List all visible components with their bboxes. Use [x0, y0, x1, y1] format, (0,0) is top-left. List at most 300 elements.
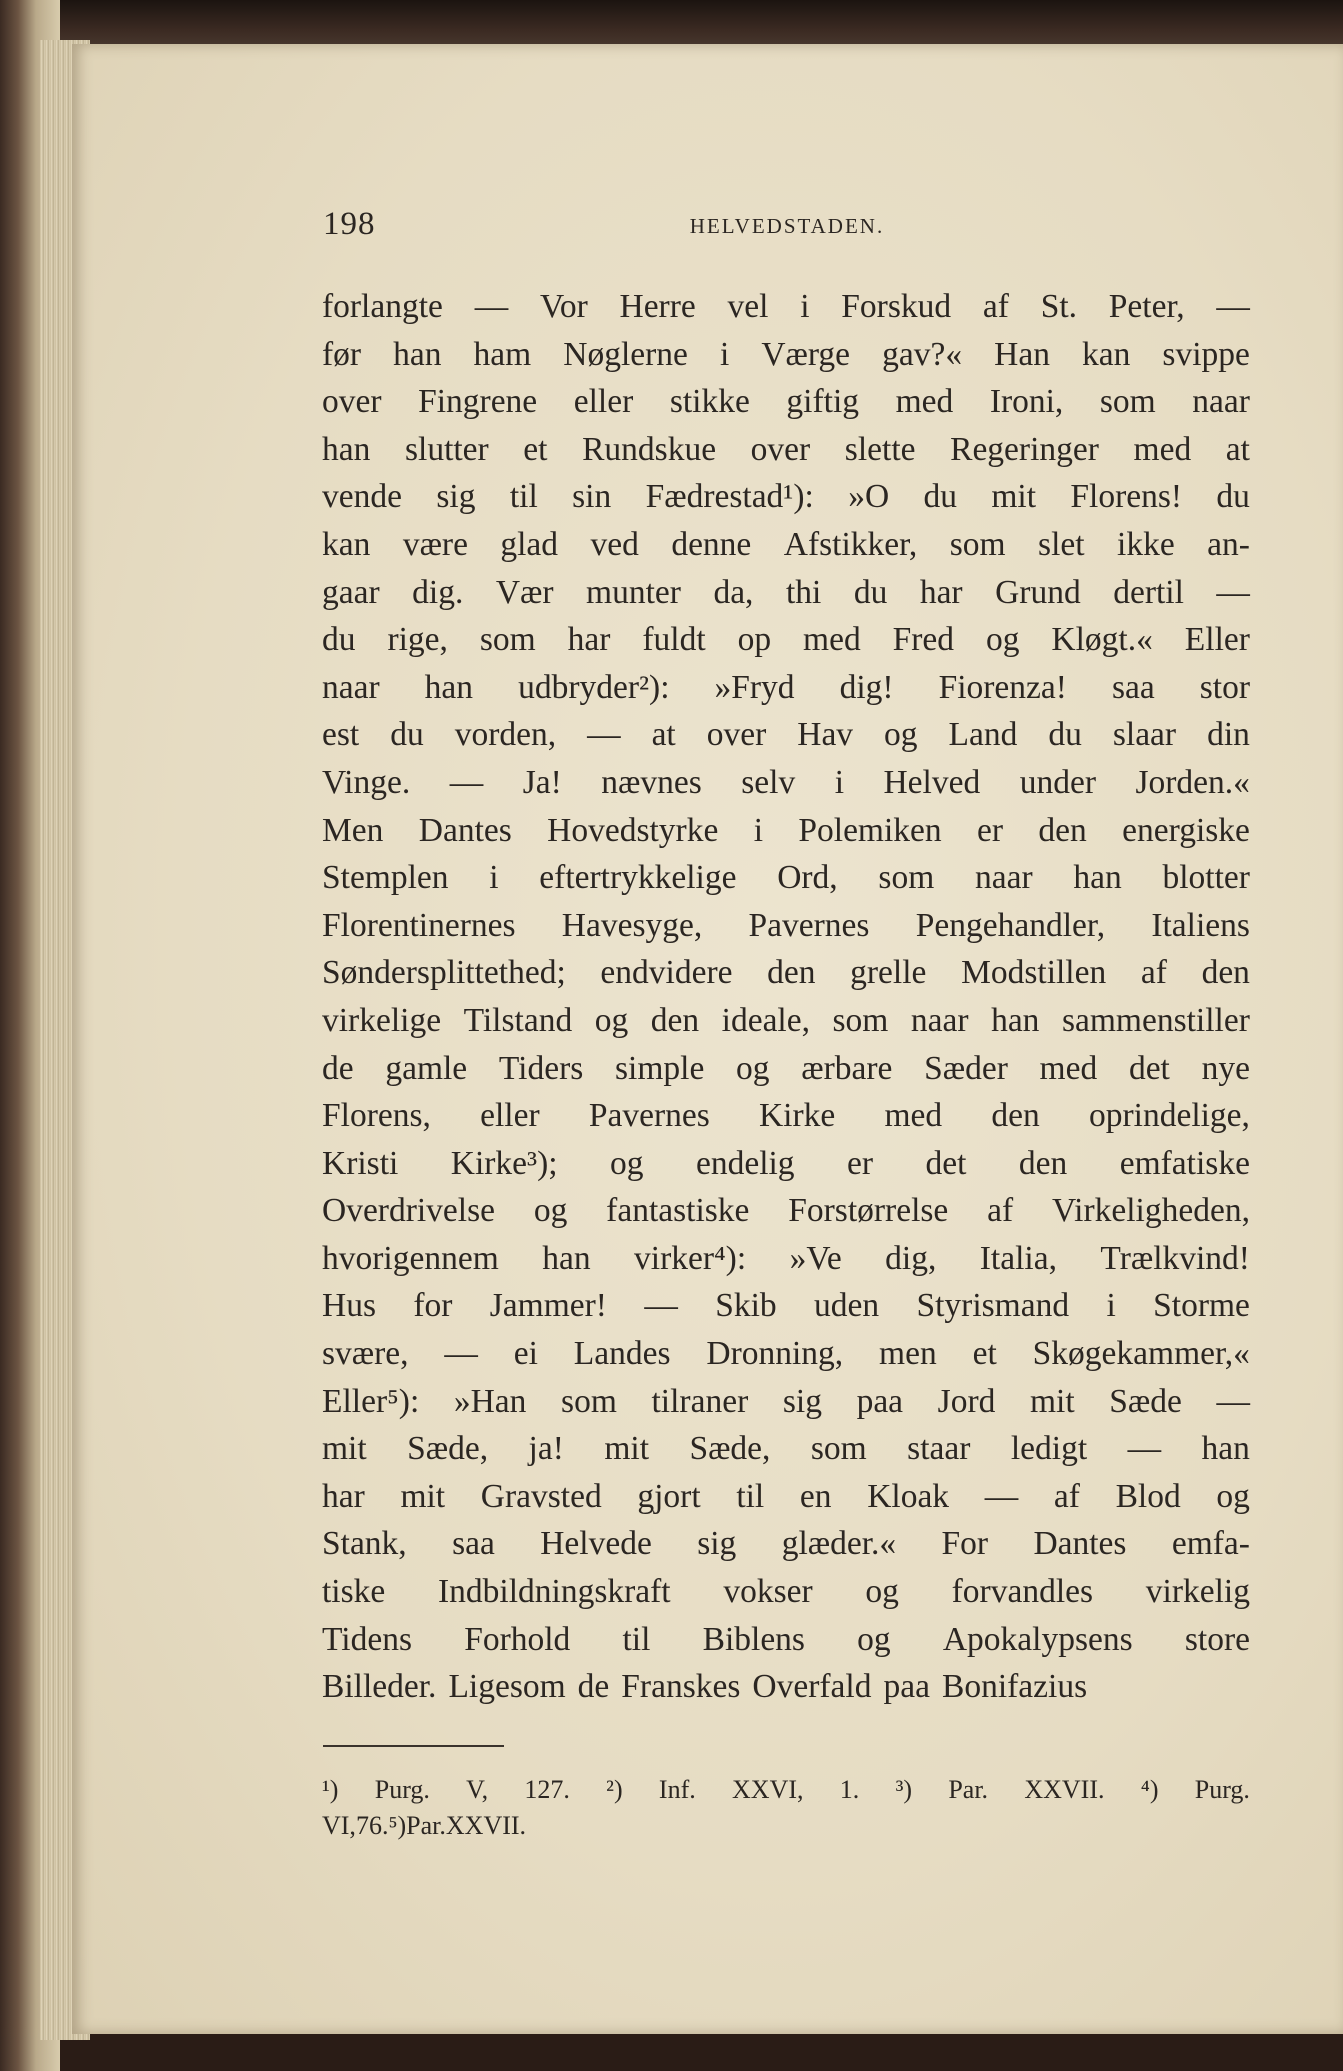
word: denne — [671, 525, 752, 563]
word: eller — [573, 383, 634, 421]
word: svippe — [1162, 335, 1250, 373]
word: gamle — [385, 1049, 468, 1087]
word: den — [1018, 1144, 1068, 1182]
word: til — [736, 1477, 765, 1515]
word: VI, — [322, 1811, 356, 1840]
word: Eller — [1184, 621, 1250, 659]
word: paa — [883, 1668, 930, 1706]
word: endelig — [695, 1144, 795, 1182]
word: Gravsted — [480, 1477, 602, 1515]
word: Søndersplittethed; — [322, 954, 566, 992]
word: naar — [974, 859, 1033, 897]
body-text-line — [322, 1520, 1250, 1568]
word: Herre — [619, 288, 696, 325]
word: Ord, — [777, 859, 838, 897]
word: Tiders — [498, 1049, 584, 1087]
word: Sæde — [1109, 1382, 1182, 1420]
word: den — [1038, 811, 1087, 849]
word: Florens, — [322, 1097, 431, 1135]
word: nævnes — [601, 763, 702, 801]
word: Fædrestad¹): — [645, 478, 814, 516]
word: dertil — [1113, 573, 1184, 611]
word: stikke — [669, 383, 750, 421]
word: Fingrene — [418, 383, 538, 421]
word: i — [753, 811, 764, 849]
word: For — [941, 1525, 989, 1563]
word: Eller⁵): — [322, 1382, 420, 1420]
word: ja! — [528, 1430, 564, 1468]
word: sig — [697, 1525, 737, 1563]
word: gaar — [322, 573, 380, 611]
word: mit — [400, 1477, 446, 1515]
word: som — [810, 1430, 867, 1468]
word: ham — [473, 335, 532, 373]
word: Hus — [322, 1287, 376, 1325]
word: til — [509, 478, 538, 516]
word: mit — [604, 1430, 650, 1468]
word: Dantes — [1033, 1525, 1127, 1563]
word: Helvede — [540, 1525, 652, 1563]
word: den — [767, 954, 816, 992]
word: for — [413, 1287, 453, 1325]
book-binding-top — [0, 0, 1343, 50]
word: Havesyge, — [561, 906, 703, 944]
word: Regeringer — [950, 430, 1099, 468]
word: han — [424, 668, 474, 706]
body-text-line — [322, 1187, 1250, 1235]
word: an- — [1207, 525, 1250, 563]
word: en — [799, 1477, 832, 1515]
word: i — [834, 763, 844, 801]
word: Dronning, — [706, 1335, 844, 1373]
word: Pengehandler, — [915, 906, 1106, 944]
word: med — [895, 383, 954, 421]
word: af — [1140, 954, 1167, 992]
word: og — [1216, 1477, 1250, 1515]
word: og — [857, 1620, 891, 1658]
word: store — [1184, 1620, 1250, 1658]
word: — — [587, 716, 621, 754]
word: Bonifazius — [941, 1668, 1088, 1706]
word: ledigt — [1010, 1430, 1088, 1468]
word: vorden, — [454, 716, 557, 754]
body-text-line — [322, 1568, 1250, 1616]
word: XXVII. — [445, 1811, 527, 1840]
body-text-line — [322, 902, 1250, 950]
word: rige, — [387, 621, 448, 659]
word: XXVII. — [1024, 1775, 1105, 1804]
word: ved — [590, 525, 639, 563]
word: din — [1207, 716, 1250, 754]
word: over — [750, 430, 811, 468]
word: af — [987, 1192, 1014, 1230]
word: sig — [436, 478, 476, 516]
word: hvorigennem — [322, 1239, 499, 1277]
word: og — [865, 1573, 899, 1611]
word: Overfald — [752, 1668, 872, 1706]
word: i — [489, 859, 499, 897]
word: gav?« — [882, 335, 963, 373]
word: Stank, — [322, 1525, 407, 1563]
body-text-line — [322, 1616, 1250, 1664]
word: et — [972, 1335, 997, 1373]
word: ei — [513, 1335, 538, 1373]
word: ¹) — [322, 1775, 339, 1804]
word: du — [322, 621, 356, 659]
word: Trælkvind! — [1100, 1239, 1250, 1277]
word: du — [1216, 478, 1250, 516]
word: har — [567, 621, 611, 659]
running-head — [323, 206, 1251, 246]
word: endvidere — [600, 954, 733, 992]
word: Forhold — [464, 1620, 571, 1658]
footnote-rule — [323, 1745, 504, 1747]
word: Ironi, — [989, 383, 1064, 421]
word: med — [803, 621, 861, 659]
word: gjort — [637, 1477, 701, 1515]
word: kan — [1082, 335, 1131, 373]
word: — — [644, 1287, 678, 1325]
word: 76. — [355, 1811, 389, 1840]
word: »Fryd — [714, 668, 795, 706]
body-text-line — [322, 1045, 1250, 1093]
word: mit — [991, 478, 1037, 516]
word: mit — [1029, 1382, 1075, 1420]
word: Han — [994, 335, 1050, 373]
word: Fiorenza! — [938, 668, 1067, 706]
word: du — [853, 573, 888, 611]
word: Kløgt.« — [1051, 621, 1153, 659]
word: tilraner — [651, 1382, 749, 1420]
word: af — [1053, 1477, 1080, 1515]
word: stor — [1199, 668, 1250, 706]
word: er — [847, 1144, 874, 1182]
word: eller — [480, 1097, 540, 1135]
word: Florentinernes — [322, 906, 516, 944]
word: være — [402, 525, 468, 563]
word: slet — [1038, 525, 1085, 563]
word: Kirke — [758, 1097, 836, 1135]
word: Land — [948, 716, 1018, 754]
word: Italia, — [979, 1239, 1057, 1277]
word: Rundskue — [582, 430, 717, 468]
word: 1. — [839, 1775, 860, 1804]
word: sammenstiller — [1061, 1001, 1250, 1039]
word: Forskud — [841, 288, 952, 325]
word: Tidens — [322, 1620, 412, 1658]
footnote-line — [322, 1772, 1250, 1808]
body-text-line — [322, 378, 1250, 426]
word: Pavernes — [748, 906, 870, 944]
word: glæder.« — [781, 1525, 897, 1563]
word: giftig — [786, 383, 859, 421]
word: glad — [500, 525, 559, 563]
word: St. — [1040, 288, 1078, 325]
word: Vær — [495, 573, 554, 611]
word: Virkeligheden, — [1051, 1192, 1250, 1230]
word: slutter — [404, 430, 489, 468]
word: slette — [844, 430, 916, 468]
word: munter — [586, 573, 681, 611]
word: under — [1019, 763, 1096, 801]
word: Dantes — [418, 811, 512, 849]
word: de — [322, 1049, 354, 1087]
word: ³) — [895, 1775, 913, 1804]
word: simple — [615, 1049, 705, 1087]
word: — — [1127, 1430, 1162, 1468]
word: den — [1201, 954, 1250, 992]
running-title: HELVEDSTADEN. — [689, 214, 885, 238]
word: Hav — [797, 716, 854, 754]
body-text-line — [322, 521, 1250, 569]
word: Kloak — [867, 1477, 950, 1515]
body-text-line — [322, 711, 1250, 759]
word: han — [1201, 1430, 1250, 1468]
word: Sæder — [924, 1049, 1008, 1087]
word: at — [1225, 430, 1250, 468]
word: som — [1099, 383, 1156, 421]
word: men — [879, 1335, 937, 1373]
word: Landes — [573, 1335, 671, 1373]
body-text-line — [322, 1330, 1250, 1378]
word: selv — [741, 763, 796, 801]
word: virker⁴): — [634, 1239, 747, 1277]
word: Billeder. — [322, 1668, 437, 1706]
word: virkelige — [322, 1001, 442, 1039]
body-text-line — [322, 1378, 1250, 1426]
word: et — [523, 430, 548, 468]
word: Men — [322, 811, 384, 849]
word: Storme — [1153, 1287, 1250, 1325]
word: og — [884, 716, 918, 754]
word: — — [1216, 1382, 1250, 1420]
word: tiske — [322, 1573, 386, 1611]
word: Hovedstyrke — [547, 811, 719, 849]
word: slaar — [1112, 716, 1177, 754]
word: det — [925, 1144, 967, 1182]
word: blotter — [1162, 859, 1250, 897]
word: den — [991, 1097, 1040, 1135]
word: Inf. — [658, 1775, 696, 1804]
word: Italiens — [1151, 906, 1250, 944]
word: Vinge. — [322, 763, 411, 801]
word: sig — [782, 1382, 822, 1420]
body-text-line — [322, 1473, 1250, 1521]
body-text-line — [322, 1425, 1250, 1473]
word: mit — [322, 1430, 367, 1468]
word: Stemplen — [322, 859, 449, 897]
word: — — [474, 288, 509, 325]
body-text-line — [322, 807, 1250, 855]
word: XXVI, — [732, 1775, 804, 1804]
word: han — [322, 430, 371, 468]
word: Florens! — [1070, 478, 1183, 516]
word: Kirke³); — [450, 1144, 558, 1182]
word: Modstillen — [961, 954, 1107, 992]
body-text-line — [322, 997, 1250, 1045]
word: naar — [322, 668, 380, 706]
word: — — [1216, 573, 1250, 611]
word: dig. — [412, 573, 464, 611]
word: med — [884, 1097, 943, 1135]
word: Franskes — [621, 1668, 741, 1706]
word: naar — [910, 1001, 969, 1039]
body-text-line — [322, 1663, 1250, 1711]
word: Ja! — [522, 763, 562, 801]
page-number: 198 — [323, 206, 376, 242]
word: i — [1106, 1287, 1116, 1325]
word: Blod — [1115, 1477, 1181, 1515]
word: fuldt — [642, 621, 706, 659]
body-text-line — [322, 1235, 1250, 1283]
word: ideale, — [721, 1001, 810, 1039]
word: som — [561, 1382, 617, 1420]
word: Fred — [892, 621, 955, 659]
word: Jorden.« — [1135, 763, 1250, 801]
word: Polemiken — [798, 811, 942, 849]
word: energiske — [1122, 811, 1250, 849]
word: er — [977, 811, 1004, 849]
footnotes — [322, 1772, 1250, 1844]
word: som — [878, 859, 935, 897]
word: Helved — [883, 763, 981, 801]
word: du — [923, 478, 957, 516]
word: Jammer! — [489, 1287, 607, 1325]
word: Peter, — [1108, 288, 1185, 325]
word: Purg. — [1194, 1775, 1250, 1804]
word: som — [479, 621, 536, 659]
word: han — [542, 1239, 591, 1277]
word: ⁴) — [1140, 1775, 1159, 1804]
word: svære, — [322, 1335, 409, 1373]
word: Styrismand — [916, 1287, 1070, 1325]
word: da, — [713, 573, 754, 611]
word: Skib — [715, 1287, 777, 1325]
word: — — [1216, 288, 1250, 325]
word: udbryder²): — [518, 668, 670, 706]
word: har — [322, 1477, 365, 1515]
word: fantastiske — [606, 1192, 750, 1230]
word: — — [444, 1335, 478, 1373]
word: Kristi — [322, 1144, 399, 1182]
word: paa — [856, 1382, 904, 1420]
word: forvandles — [951, 1573, 1094, 1611]
word: emfatiske — [1119, 1144, 1250, 1182]
word: Værge — [761, 335, 851, 373]
word: over — [706, 716, 767, 754]
word: oprindelige, — [1088, 1097, 1250, 1135]
word: Par. — [406, 1811, 446, 1840]
word: nye — [1201, 1049, 1250, 1087]
word: virkelig — [1145, 1573, 1250, 1611]
word: vende — [322, 478, 402, 516]
word: de — [577, 1668, 610, 1706]
body-text — [322, 283, 1250, 1711]
body-text-line — [322, 616, 1250, 664]
word: i — [719, 335, 730, 373]
word: du — [1048, 716, 1082, 754]
word: Jord — [937, 1382, 996, 1420]
word: at — [651, 716, 676, 754]
word: dig, — [885, 1239, 937, 1277]
word: du — [390, 716, 424, 754]
word: han — [1073, 859, 1122, 897]
word: med — [1133, 430, 1192, 468]
word: staar — [907, 1430, 971, 1468]
body-text-line — [322, 1140, 1250, 1188]
word: og — [985, 621, 1020, 659]
word: naar — [1192, 383, 1250, 421]
body-text-line — [322, 1092, 1250, 1140]
word: kan — [322, 525, 371, 563]
word: har — [919, 573, 963, 611]
word: Ligesom — [448, 1668, 566, 1706]
word: Purg. — [374, 1775, 430, 1804]
word: ærbare — [801, 1049, 893, 1087]
body-text-line — [322, 949, 1250, 997]
word: og — [533, 1192, 568, 1230]
word: thi — [785, 573, 822, 611]
body-text-line — [322, 283, 1250, 331]
body-text-line — [322, 569, 1250, 617]
word: og — [594, 1001, 629, 1039]
word: saa — [452, 1525, 495, 1563]
word: Forstørrelse — [788, 1192, 949, 1230]
footnote-line — [322, 1808, 1250, 1844]
word: han — [991, 1001, 1040, 1039]
word: Indbildningskraft — [438, 1573, 671, 1611]
word: Sæde, — [407, 1430, 489, 1468]
word: ²) — [606, 1775, 623, 1804]
word: før — [322, 335, 362, 373]
word: Sæde, — [689, 1430, 771, 1468]
word: den — [650, 1001, 700, 1039]
word: til — [622, 1620, 651, 1658]
word: ⁵) — [388, 1811, 407, 1840]
word: og — [736, 1049, 770, 1087]
word: saa — [1111, 668, 1155, 706]
word: 127. — [524, 1775, 570, 1804]
word: Nøglerne — [563, 335, 688, 373]
body-text-line — [322, 473, 1250, 521]
word: sin — [572, 478, 612, 516]
word: V, — [466, 1775, 489, 1804]
word: Overdrivelse — [322, 1192, 496, 1230]
body-text-line — [322, 664, 1250, 712]
word: ikke — [1117, 525, 1175, 563]
word: Pavernes — [588, 1097, 710, 1135]
word: emfa- — [1171, 1525, 1250, 1563]
word: vokser — [723, 1573, 813, 1611]
body-text-line — [322, 854, 1250, 902]
word: eftertrykkelige — [539, 859, 737, 897]
word: »Ve — [789, 1239, 842, 1277]
word: Apokalypsens — [942, 1620, 1133, 1658]
word: det — [1128, 1049, 1170, 1087]
body-text-line — [322, 1282, 1250, 1330]
word: i — [800, 288, 810, 325]
word: Grund — [995, 573, 1081, 611]
word: han — [393, 335, 442, 373]
word: Vor — [539, 288, 588, 325]
word: vel — [727, 288, 769, 325]
body-text-line — [322, 759, 1250, 807]
word: Skøgekammer,« — [1032, 1335, 1250, 1373]
word: uden — [814, 1287, 880, 1325]
word: »O — [848, 478, 890, 516]
word: som — [949, 525, 1006, 563]
word: og — [610, 1144, 644, 1182]
